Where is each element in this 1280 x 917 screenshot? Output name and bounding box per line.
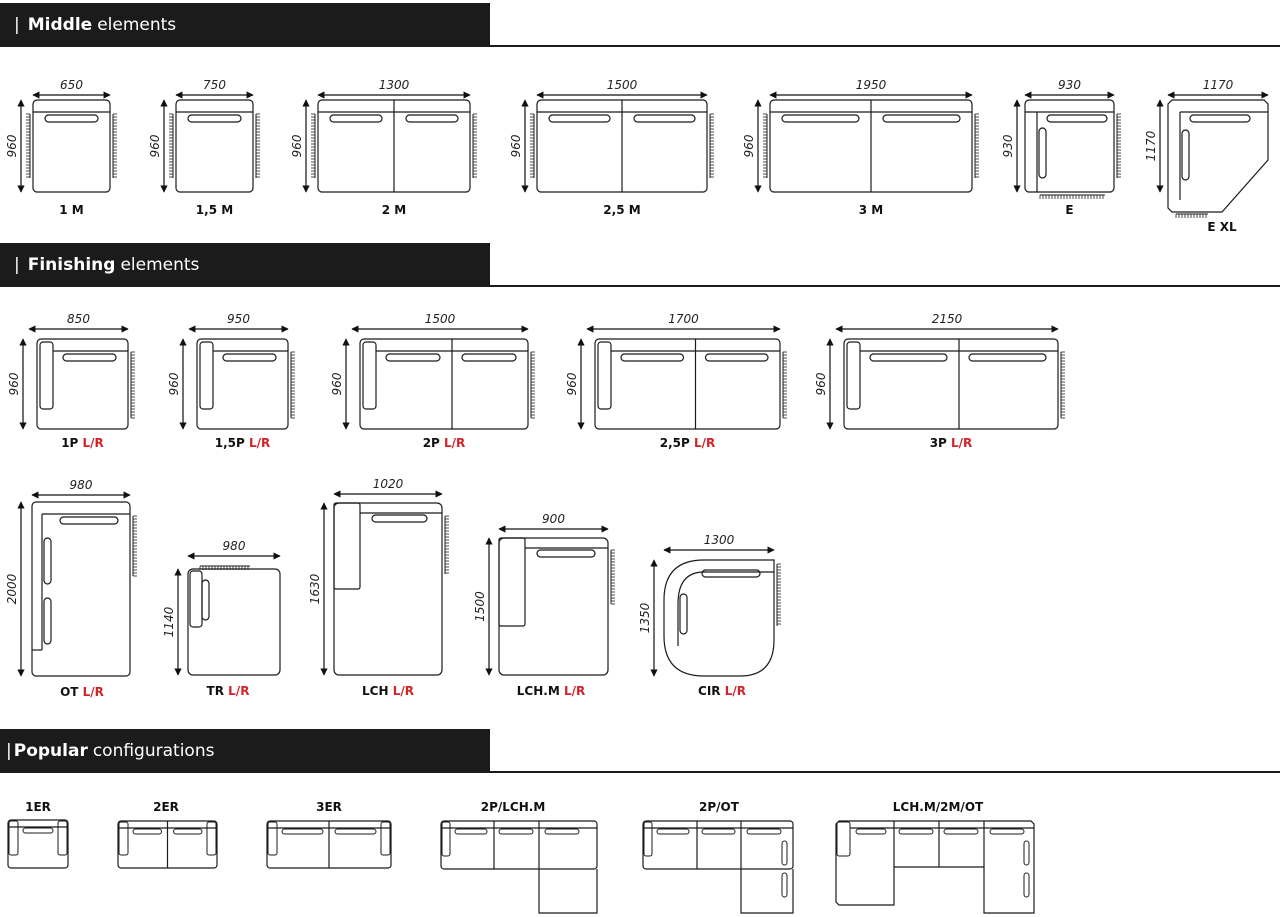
- module-ot: [5, 478, 137, 699]
- cushion-bar: [223, 354, 276, 361]
- module-1-5-m: [148, 78, 260, 217]
- width-dimension-label: 900: [542, 512, 565, 526]
- cushion-bar: [702, 570, 760, 577]
- lr-suffix: L/R: [78, 685, 104, 699]
- module-label: 2P L/R: [422, 436, 466, 450]
- width-dimension-label: 1020: [372, 477, 404, 491]
- armrest: [442, 822, 450, 856]
- armrest: [207, 822, 216, 855]
- seat-body: [176, 100, 253, 192]
- wall-hatch: [291, 352, 295, 418]
- cushion-bar: [782, 841, 787, 865]
- cushion-bar: [1024, 841, 1029, 865]
- module-label: 2 M: [381, 203, 407, 217]
- depth-dimension-label: 1500: [473, 591, 487, 622]
- cushion-bar: [944, 829, 978, 834]
- depth-dimension-label: 1630: [308, 573, 322, 605]
- width-dimension-label: 1500: [606, 78, 638, 92]
- lr-suffix: L/R: [559, 684, 586, 698]
- module-label: 2P/LCH.M: [480, 800, 546, 814]
- cushion-bar: [386, 354, 440, 361]
- wall-hatch: [256, 114, 260, 178]
- module-label: 2,5 M: [603, 203, 641, 217]
- sofa-outline: [836, 821, 1034, 913]
- cushion-bar: [680, 594, 687, 634]
- cushion-bar: [499, 829, 533, 834]
- seat-body: [197, 339, 288, 429]
- wall-hatch: [763, 114, 767, 178]
- module-label: TR L/R: [206, 684, 250, 698]
- module-label: 2,5P L/R: [659, 436, 716, 450]
- width-dimension-label: 850: [67, 312, 90, 326]
- wall-hatch: [133, 516, 137, 576]
- cushion-bar: [1047, 115, 1107, 122]
- depth-dimension-label: 1350: [638, 602, 652, 634]
- depth-dimension-label: 1140: [162, 606, 176, 638]
- cushion-bar: [1190, 115, 1250, 122]
- wall-hatch: [710, 114, 714, 178]
- width-dimension-label: 1300: [378, 78, 410, 92]
- depth-dimension-label: 960: [167, 372, 181, 396]
- seat-body: [1168, 100, 1268, 212]
- armrest: [58, 821, 67, 855]
- wall-hatch: [1061, 352, 1065, 418]
- header-bold-word: Popular: [13, 741, 88, 761]
- wall-hatch: [531, 352, 535, 418]
- config-2er: [118, 800, 217, 868]
- width-dimension-label: 1500: [424, 312, 456, 326]
- width-dimension-label: 950: [227, 312, 250, 326]
- module-label: 1P L/R: [61, 436, 104, 450]
- module-label: OT L/R: [60, 685, 104, 699]
- cushion-bar: [549, 115, 610, 122]
- module-label: 3P L/R: [929, 436, 973, 450]
- cushion-bar: [372, 515, 427, 522]
- module-label: E: [1065, 203, 1074, 217]
- depth-dimension-label: 930: [1001, 134, 1015, 158]
- cushion-bar: [23, 828, 53, 833]
- width-dimension-label: 650: [60, 78, 83, 92]
- module-label: 1,5 M: [195, 203, 234, 217]
- cushion-bar: [202, 580, 209, 620]
- width-dimension-label: 2150: [931, 312, 963, 326]
- wall-hatch: [131, 352, 135, 418]
- armrest: [40, 342, 53, 409]
- header-rest-word: configurations: [92, 741, 215, 761]
- wall-hatch: [611, 550, 615, 604]
- module-label: LCH L/R: [362, 684, 414, 698]
- depth-dimension-label: 960: [7, 372, 21, 396]
- seat-body: [33, 100, 110, 192]
- module-1-m: [5, 78, 117, 217]
- cushion-bar: [634, 115, 695, 122]
- armrest: [9, 821, 18, 855]
- lr-suffix: L/R: [244, 436, 271, 450]
- cushion-bar: [621, 354, 684, 361]
- cushion-bar: [856, 829, 886, 834]
- cushion-bar: [1024, 873, 1029, 897]
- cushion-bar: [44, 538, 51, 584]
- width-dimension-label: 980: [222, 539, 246, 553]
- module-2-m: [290, 78, 477, 217]
- config-2p-lch-m: [441, 800, 597, 913]
- module-label: 3ER: [316, 800, 342, 814]
- armrest: [644, 822, 652, 856]
- config-lch-m-2m-ot: [836, 800, 1034, 913]
- cushion-bar: [883, 115, 960, 122]
- chaise-extension: [539, 869, 597, 913]
- cushion-bar: [990, 829, 1024, 834]
- header-bold-word: Middle: [27, 15, 93, 35]
- module-label: LCH.M/2M/OT: [892, 800, 984, 814]
- cushion-bar: [63, 354, 116, 361]
- header-bold-word: Finishing: [27, 255, 116, 275]
- wall-hatch: [445, 516, 449, 574]
- armrest: [200, 342, 213, 409]
- depth-dimension-label: 960: [148, 134, 162, 158]
- lr-suffix: L/R: [78, 436, 104, 450]
- cushion-bar: [537, 550, 595, 557]
- module-1p: [7, 312, 135, 450]
- module-label: 3 M: [858, 203, 884, 217]
- cushion-bar: [899, 829, 933, 834]
- wall-hatch: [113, 114, 117, 178]
- cushion-bar: [545, 829, 579, 834]
- armrest: [381, 822, 390, 855]
- cushion-bar: [870, 354, 947, 361]
- seat-body: [1025, 100, 1114, 192]
- cushion-bar: [747, 829, 781, 834]
- backrest-line: [678, 572, 774, 646]
- cushion-bar: [60, 517, 118, 524]
- wall-hatch: [169, 114, 173, 178]
- chaise-extension: [741, 869, 793, 913]
- cushion-bar: [702, 829, 735, 834]
- depth-dimension-label: 960: [330, 372, 344, 396]
- module-3-m: [742, 78, 979, 217]
- cushion-bar: [657, 829, 689, 834]
- seat-body: [499, 538, 608, 675]
- wall-hatch: [1117, 114, 1121, 178]
- armrest: [190, 571, 202, 627]
- chaise-back: [837, 822, 850, 856]
- module-1-5p: [167, 312, 295, 450]
- depth-dimension-label: 2000: [5, 573, 19, 605]
- armrest: [363, 342, 376, 409]
- header-rest-word: elements: [120, 255, 200, 275]
- seat-body: [32, 502, 130, 676]
- module-3p: [814, 312, 1065, 450]
- wall-hatch: [777, 564, 781, 626]
- wall-hatch: [783, 352, 787, 418]
- cushion-bar: [330, 115, 382, 122]
- module-label: 2ER: [153, 800, 179, 814]
- cushion-bar: [969, 354, 1046, 361]
- module-2-5-m: [509, 78, 714, 217]
- module-2-5p: [565, 312, 787, 450]
- module-label: 1 M: [59, 203, 84, 217]
- depth-dimension-label: 960: [290, 134, 304, 158]
- module-lch: [308, 477, 449, 698]
- seat-body: [37, 339, 128, 429]
- module-cir: [638, 533, 781, 698]
- armrest: [119, 822, 128, 855]
- lr-suffix: L/R: [439, 436, 466, 450]
- wall-hatch: [1176, 214, 1208, 218]
- chaise-back: [334, 503, 360, 589]
- header-pipe: |: [6, 741, 12, 761]
- cushion-bar: [406, 115, 458, 122]
- lr-suffix: L/R: [946, 436, 973, 450]
- seat-body: [360, 339, 528, 429]
- cushion-bar: [174, 829, 203, 834]
- width-dimension-label: 750: [203, 78, 226, 92]
- header-pipe: |: [14, 255, 20, 275]
- cushion-bar: [1182, 130, 1189, 180]
- cushion-bar: [455, 829, 487, 834]
- depth-dimension-label: 1170: [1144, 130, 1158, 162]
- module-lch-m: [473, 512, 615, 698]
- cushion-bar: [1039, 128, 1046, 178]
- module-tr: [162, 539, 280, 698]
- width-dimension-label: 1950: [855, 78, 887, 92]
- cushion-bar: [706, 354, 769, 361]
- lr-suffix: L/R: [720, 684, 746, 698]
- wall-hatch: [473, 114, 477, 178]
- header-pipe: |: [14, 15, 20, 35]
- cushion-bar: [45, 115, 98, 122]
- width-dimension-label: 980: [69, 478, 93, 492]
- chaise-back: [499, 538, 525, 626]
- header-rest-word: elements: [97, 15, 177, 35]
- armrest: [847, 342, 860, 409]
- cushion-bar: [282, 829, 323, 834]
- cushion-bar: [335, 829, 376, 834]
- seat-body: [595, 339, 780, 429]
- module-label: LCH.M L/R: [516, 684, 586, 698]
- module-e-xl: [1144, 78, 1268, 234]
- cushion-bar: [462, 354, 516, 361]
- armrest: [598, 342, 611, 409]
- lr-suffix: L/R: [388, 684, 414, 698]
- width-dimension-label: 1700: [668, 312, 699, 326]
- module-label: CIR L/R: [698, 684, 746, 698]
- wall-hatch: [26, 114, 30, 178]
- config-3er: [267, 800, 391, 868]
- wall-hatch: [311, 114, 315, 178]
- module-e: [1001, 78, 1121, 217]
- module-2p: [330, 312, 535, 450]
- lr-suffix: L/R: [689, 436, 716, 450]
- module-label: 2P/OT: [699, 800, 739, 814]
- wall-hatch: [975, 114, 979, 178]
- width-dimension-label: 930: [1058, 78, 1081, 92]
- cushion-bar: [782, 115, 859, 122]
- module-label: E XL: [1207, 220, 1237, 234]
- seat-body: [844, 339, 1058, 429]
- config-1er: [8, 800, 68, 868]
- module-label: 1,5P L/R: [214, 436, 271, 450]
- cushion-bar: [44, 598, 51, 644]
- wall-hatch: [1040, 195, 1105, 199]
- cushion-bar: [188, 115, 241, 122]
- armrest: [268, 822, 277, 855]
- width-dimension-label: 1170: [1202, 78, 1234, 92]
- depth-dimension-label: 960: [5, 134, 19, 158]
- width-dimension-label: 1300: [703, 533, 735, 547]
- cushion-bar: [133, 829, 162, 834]
- wall-hatch: [530, 114, 534, 178]
- cushion-bar: [782, 873, 787, 897]
- depth-dimension-label: 960: [742, 134, 756, 158]
- depth-dimension-label: 960: [509, 134, 523, 158]
- depth-dimension-label: 960: [814, 372, 828, 396]
- config-2p-ot: [643, 800, 793, 913]
- module-label: 1ER: [25, 800, 51, 814]
- depth-dimension-label: 960: [565, 372, 579, 396]
- lr-suffix: L/R: [223, 684, 250, 698]
